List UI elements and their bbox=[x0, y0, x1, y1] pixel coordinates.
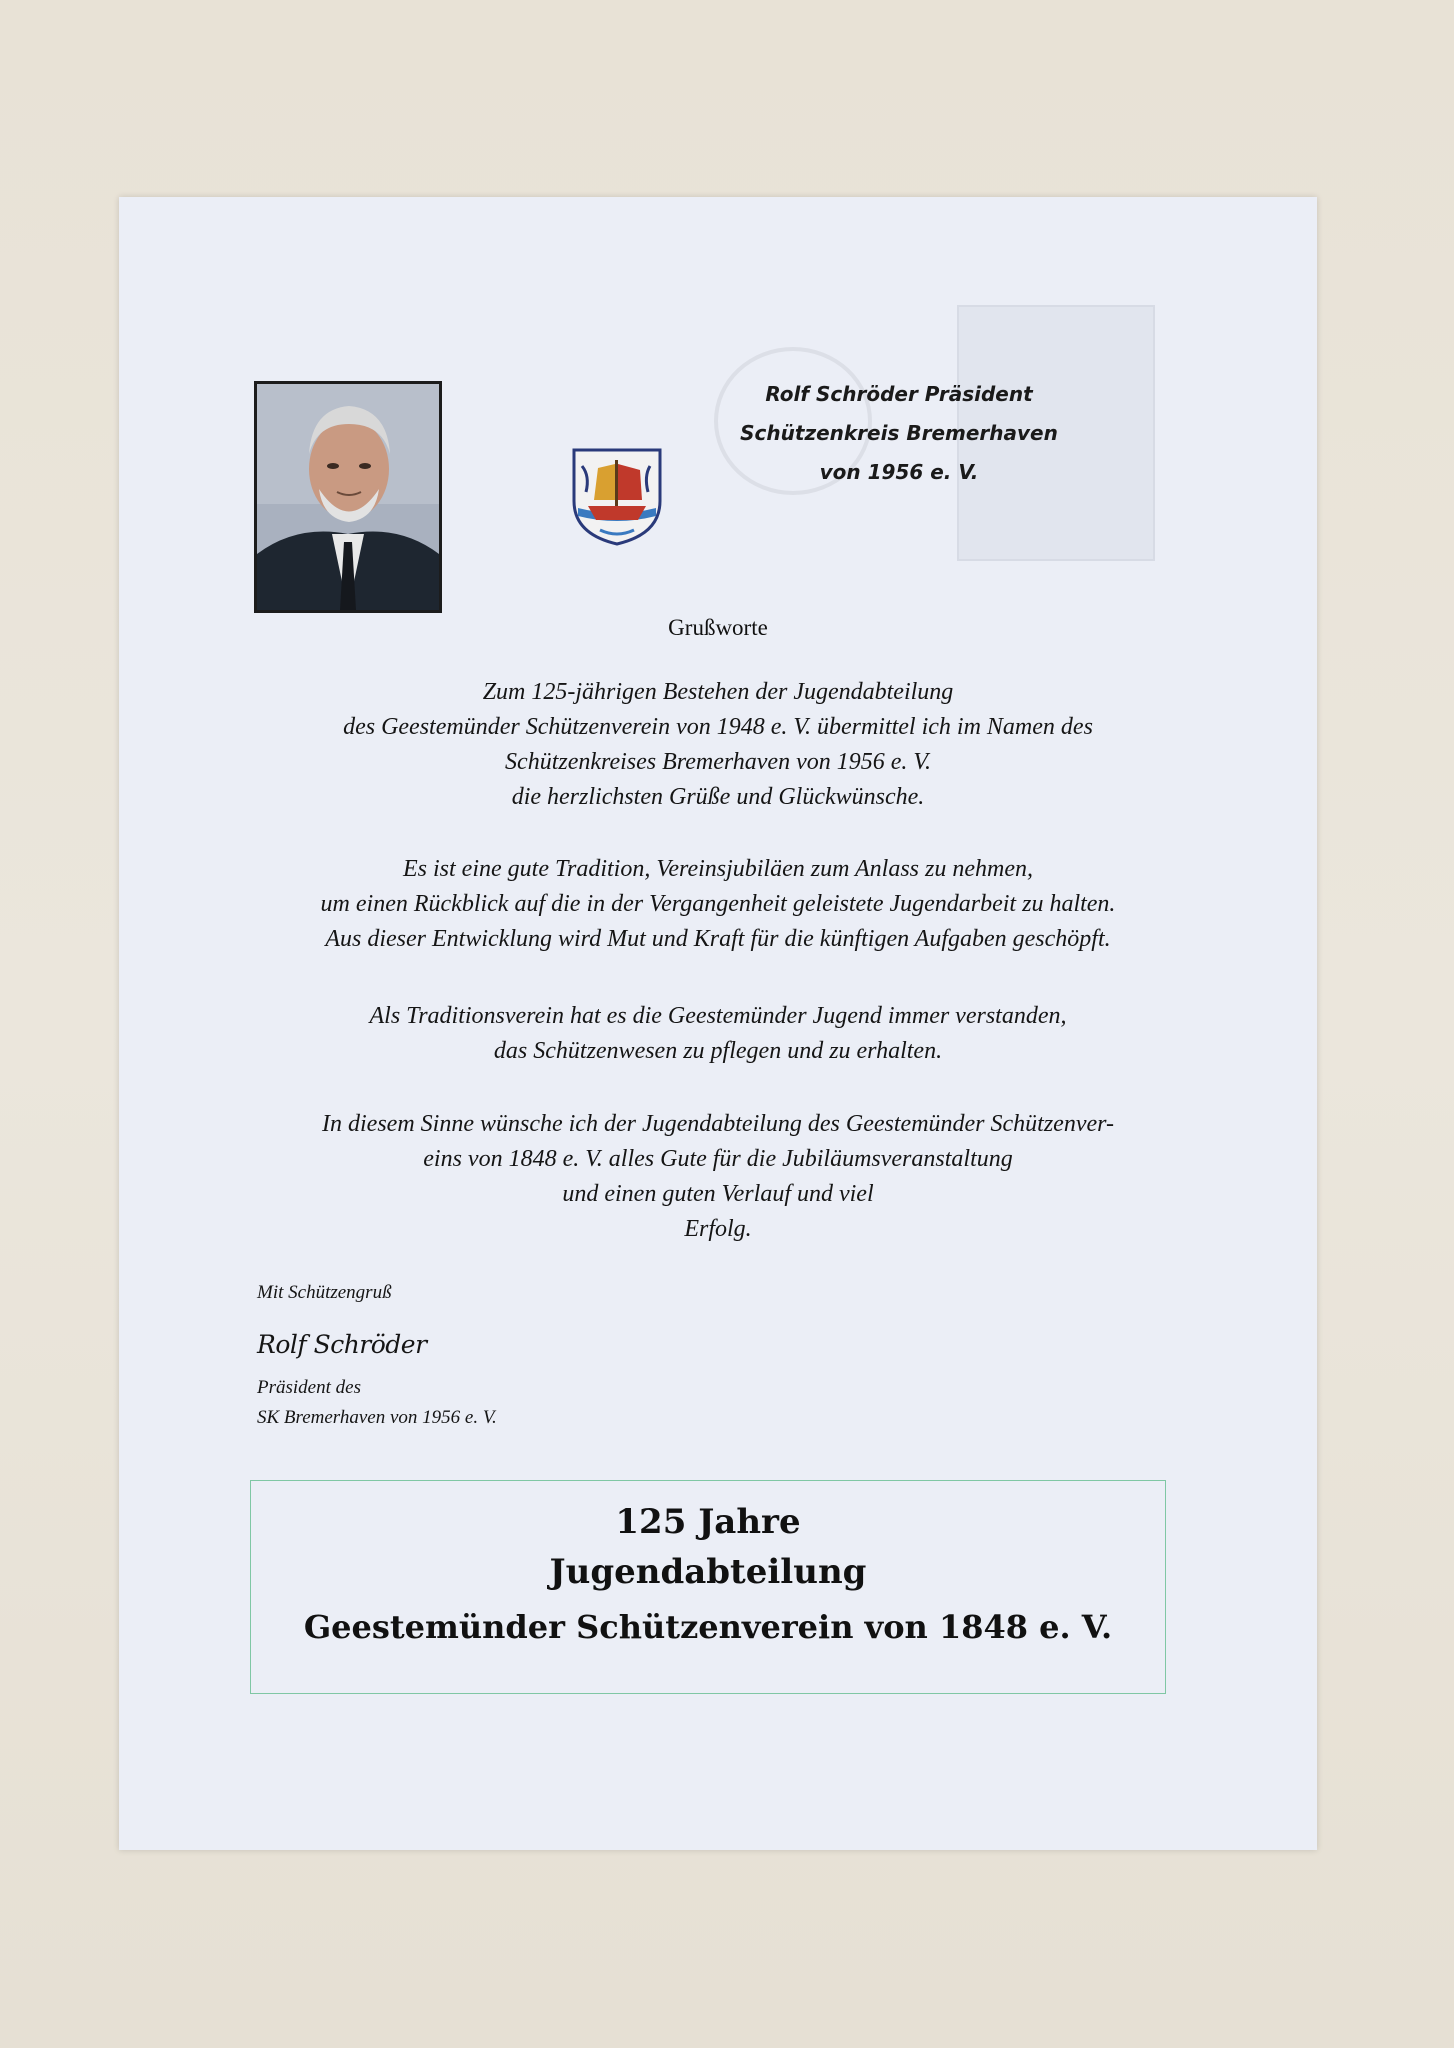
text-line: Aus dieser Entwicklung wird Mut und Kraft für die künftigen Aufgaben geschöpft. bbox=[325, 926, 1111, 952]
text-line: Zum 125-jährigen Bestehen der Jugendabteilung bbox=[482, 679, 954, 705]
anniversary-banner bbox=[250, 1480, 1166, 1694]
text-line: das Schützenwesen zu pflegen und zu erhalten. bbox=[493, 1038, 943, 1064]
banner-line: 125 Jahre bbox=[615, 1502, 801, 1542]
text-line: Als Traditionsverein hat es die Geestemünder Jugend immer verstanden, bbox=[369, 1003, 1067, 1029]
text-line: um einen Rückblick auf die in der Vergangenheit geleistete Jugendarbeit zu halten. bbox=[320, 891, 1116, 917]
bremerhaven-coat-of-arms-icon bbox=[570, 446, 664, 546]
portrait-photo-icon bbox=[254, 381, 442, 613]
banner-line: Jugendabteilung bbox=[549, 1552, 867, 1592]
text-line: In diesem Sinne wünsche ich der Jugendabteilung des Geestemünder Schützenver- bbox=[322, 1111, 1114, 1137]
paragraph-2 bbox=[119, 852, 1317, 957]
text-line: Erfolg. bbox=[684, 1216, 752, 1242]
text-line: eins von 1848 e. V. alles Gute für die Jubiläumsveranstaltung bbox=[423, 1146, 1013, 1172]
page-title: Grußworte bbox=[668, 615, 768, 640]
closing-greeting: Mit Schützengruß bbox=[257, 1282, 392, 1303]
paragraph-4 bbox=[119, 1107, 1317, 1247]
banner-line: Geestemünder Schützenverein von 1848 e. V. bbox=[303, 1608, 1113, 1646]
signer-role: Präsident des bbox=[257, 1377, 361, 1398]
text-line: die herzlichsten Grüße und Glückwünsche. bbox=[511, 784, 925, 810]
text-line: Es ist eine gute Tradition, Vereinsjubiläen zum Anlass zu nehmen, bbox=[403, 856, 1033, 882]
text-line: und einen guten Verlauf und viel bbox=[562, 1181, 874, 1207]
letter-page bbox=[119, 197, 1317, 1850]
letterhead-line: Rolf Schröder Präsident bbox=[765, 382, 1033, 406]
signer-organization: SK Bremerhaven von 1956 e. V. bbox=[257, 1407, 497, 1428]
paragraph-3 bbox=[119, 999, 1317, 1069]
letterhead-line: Schützenkreis Bremerhaven bbox=[740, 421, 1058, 445]
paragraph-1 bbox=[119, 675, 1317, 815]
letterhead-line: von 1956 e. V. bbox=[819, 460, 979, 484]
text-line: Schützenkreises Bremerhaven von 1956 e. V. bbox=[505, 749, 931, 775]
signature: Rolf Schröder bbox=[257, 1330, 427, 1359]
text-line: des Geestemünder Schützenverein von 1948 e. V. übermittel ich im Namen des bbox=[343, 714, 1093, 740]
letterhead bbox=[699, 375, 1099, 492]
